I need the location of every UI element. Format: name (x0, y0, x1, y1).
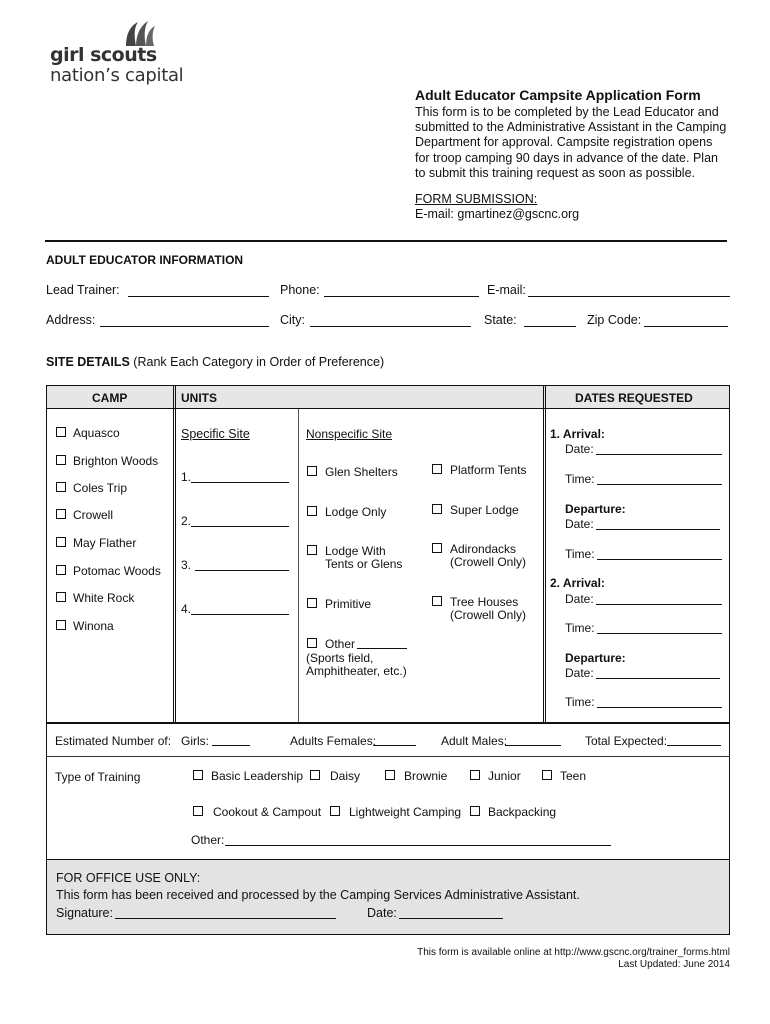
intro-line: for troop camping 90 days in advance of the date. Plan (415, 150, 718, 165)
training-other-field[interactable] (225, 845, 611, 846)
office-signature-field[interactable] (115, 918, 336, 919)
camp-label: Aquasco (73, 426, 120, 440)
unit-checkbox[interactable] (307, 545, 317, 555)
camp-label: May Flather (73, 536, 137, 550)
col-camp-header: CAMP (92, 391, 128, 405)
arrival-1-time-field[interactable] (597, 484, 722, 485)
email-field[interactable] (528, 296, 730, 297)
unit-label: Super Lodge (450, 503, 519, 517)
divider-estimate (47, 756, 729, 757)
camp-label: Coles Trip (73, 481, 128, 495)
rank-label: 3. (181, 558, 192, 572)
basic-leadership-label: Basic Leadership (211, 769, 304, 783)
address-field[interactable] (100, 326, 269, 327)
lead-trainer-field[interactable] (128, 296, 269, 297)
state-label: State: (484, 313, 517, 327)
basic-leadership-checkbox[interactable] (193, 770, 203, 780)
nonspecific-site-label: Nonspecific Site (306, 427, 393, 441)
teen-checkbox[interactable] (542, 770, 552, 780)
rank-label: 2. (181, 514, 192, 528)
unit-label: Primitive (325, 597, 372, 611)
logo (50, 18, 190, 88)
intro-line: submitted to the Administrative Assistant in the Camping (415, 120, 727, 135)
logo-line2: nation’s capital (50, 65, 184, 86)
other-unit-label: Other (325, 637, 356, 651)
camp-checkbox[interactable] (56, 537, 66, 547)
adult-males-field[interactable] (505, 745, 561, 746)
unit-checkbox[interactable] (432, 504, 442, 514)
lead-trainer-label: Lead Trainer: (46, 283, 120, 297)
form-title: Adult Educator Campsite Application Form (415, 87, 701, 103)
camp-label: Brighton Woods (73, 454, 159, 468)
adult-females-field[interactable] (373, 745, 416, 746)
site-details-title: SITE DETAILS (46, 355, 130, 369)
training-other-label: Other: (191, 833, 225, 847)
arrival-2-label: 2. Arrival: (550, 576, 605, 590)
cookout-checkbox[interactable] (193, 806, 203, 816)
departure-2-time-field[interactable] (597, 707, 722, 708)
header-divider (45, 240, 727, 242)
girls-label: Girls: (181, 734, 209, 748)
departure-1-label: Departure: (565, 502, 626, 516)
lightweight-camping-label: Lightweight Camping (349, 805, 462, 819)
col-units-header: UNITS (181, 391, 217, 405)
phone-label: Phone: (280, 283, 320, 297)
camp-checkbox[interactable] (56, 620, 66, 630)
cookout-label: Cookout & Campout (213, 805, 322, 819)
unit-checkbox[interactable] (432, 464, 442, 474)
junior-label: Junior (488, 769, 521, 783)
unit-label: Lodge With (325, 544, 386, 558)
phone-field[interactable] (324, 296, 479, 297)
specific-site-label: Specific Site (181, 427, 250, 441)
unit-checkbox[interactable] (307, 506, 317, 516)
training-label: Type of Training (55, 770, 141, 784)
date-label: Date: (565, 666, 594, 680)
daisy-label: Daisy (330, 769, 361, 783)
intro-line: to submit this training request as soon as possible. (415, 165, 696, 180)
email-label: E-mail: (487, 283, 526, 297)
divider-site-block (47, 722, 729, 724)
camp-label: Crowell (73, 508, 114, 522)
camp-checkbox[interactable] (56, 455, 66, 465)
backpacking-label: Backpacking (488, 805, 557, 819)
backpacking-checkbox[interactable] (470, 806, 480, 816)
other-unit-note: Amphitheater, etc.) (306, 664, 407, 678)
arrival-2-time-field[interactable] (597, 633, 722, 634)
unit-sublabel: Tents or Glens (325, 557, 403, 571)
camp-checkbox[interactable] (56, 565, 66, 575)
departure-2-date-field[interactable] (596, 678, 720, 679)
time-label: Time: (565, 547, 595, 561)
arrival-1-label: 1. Arrival: (550, 427, 605, 441)
rank-field[interactable] (191, 482, 289, 483)
date-label: Date: (565, 517, 594, 531)
brownie-label: Brownie (404, 769, 448, 783)
arrival-2-date-field[interactable] (596, 604, 722, 605)
arrival-1-date-field[interactable] (596, 454, 722, 455)
time-label: Time: (565, 621, 595, 635)
total-expected-field[interactable] (667, 745, 721, 746)
junior-checkbox[interactable] (470, 770, 480, 780)
educator-heading: ADULT EDUCATOR INFORMATION (46, 253, 244, 267)
zip-label: Zip Code: (587, 313, 642, 327)
divider-units-dates (543, 386, 546, 723)
footer-updated: Last Updated: June 2014 (618, 959, 730, 970)
camp-checkbox[interactable] (56, 592, 66, 602)
form-submission-label: FORM SUBMISSION: (415, 192, 538, 206)
camp-checkbox[interactable] (56, 427, 66, 437)
unit-label: Adirondacks (450, 542, 517, 556)
unit-checkbox[interactable] (432, 543, 442, 553)
other-unit-note: (Sports field, (306, 651, 374, 665)
site-details-heading (46, 355, 384, 369)
office-signature-label: Signature: (56, 906, 113, 920)
time-label: Time: (565, 695, 595, 709)
camp-checkbox[interactable] (56, 482, 66, 492)
unit-checkbox[interactable] (432, 596, 442, 606)
camp-label: Potomac Woods (73, 564, 161, 578)
unit-checkbox[interactable] (307, 598, 317, 608)
rank-field[interactable] (191, 614, 289, 615)
lightweight-camping-checkbox[interactable] (330, 806, 340, 816)
address-label: Address: (46, 313, 96, 327)
intro-text (415, 105, 726, 181)
city-label: City: (280, 313, 305, 327)
rank-label: 1. (181, 470, 192, 484)
office-date-label: Date: (367, 906, 397, 920)
divider-camp-units (173, 386, 176, 723)
date-label: Date: (565, 442, 594, 456)
office-use-heading: FOR OFFICE USE ONLY: (56, 871, 201, 885)
total-expected-label: Total Expected: (585, 734, 668, 748)
unit-sublabel: (Crowell Only) (450, 555, 527, 569)
intro-line: This form is to be completed by the Lead Educator and (415, 105, 719, 119)
unit-label: Glen Shelters (325, 465, 398, 479)
camp-label: Winona (73, 619, 114, 633)
adult-females-label: Adults Females: (290, 734, 377, 748)
state-field[interactable] (524, 326, 576, 327)
time-label: Time: (565, 472, 595, 486)
rank-field[interactable] (191, 526, 289, 527)
divider-specific-nonspecific (298, 409, 299, 723)
teen-label: Teen (560, 769, 587, 783)
col-dates-header: DATES REQUESTED (575, 391, 693, 405)
estimate-label: Estimated Number of: (55, 734, 172, 748)
date-label: Date: (565, 592, 594, 606)
rank-label: 4. (181, 602, 192, 616)
intro-line: Department for approval. Campsite registration opens (415, 135, 713, 150)
girls-field[interactable] (212, 745, 250, 746)
office-date-field[interactable] (399, 918, 503, 919)
other-unit-field[interactable] (357, 648, 407, 649)
logo-line1: girl scouts (50, 44, 157, 66)
unit-label: Lodge Only (325, 505, 387, 519)
unit-sublabel: (Crowell Only) (450, 608, 527, 622)
camp-checkbox[interactable] (56, 509, 66, 519)
brownie-checkbox[interactable] (385, 770, 395, 780)
departure-2-label: Departure: (565, 651, 626, 665)
office-use-text: This form has been received and processed by the Camping Services Administrative Assistant. (56, 888, 580, 902)
departure-1-time-field[interactable] (597, 559, 722, 560)
rank-field[interactable] (195, 570, 289, 571)
other-unit-checkbox[interactable] (307, 638, 317, 648)
unit-checkbox[interactable] (307, 466, 317, 476)
unit-label: Platform Tents (450, 463, 527, 477)
city-field[interactable] (310, 326, 471, 327)
adult-males-label: Adult Males: (441, 734, 508, 748)
unit-label: Tree Houses (450, 595, 519, 609)
footer-online[interactable]: This form is available online at http://www.gscnc.org/trainer_forms.html (417, 947, 730, 958)
zip-field[interactable] (644, 326, 728, 327)
departure-1-date-field[interactable] (596, 529, 720, 530)
site-details-subtitle: (Rank Each Category in Order of Preference) (133, 355, 385, 369)
daisy-checkbox[interactable] (310, 770, 320, 780)
camp-label: White Rock (73, 591, 135, 605)
submission-email[interactable]: E-mail: gmartinez@gscnc.org (415, 207, 580, 221)
